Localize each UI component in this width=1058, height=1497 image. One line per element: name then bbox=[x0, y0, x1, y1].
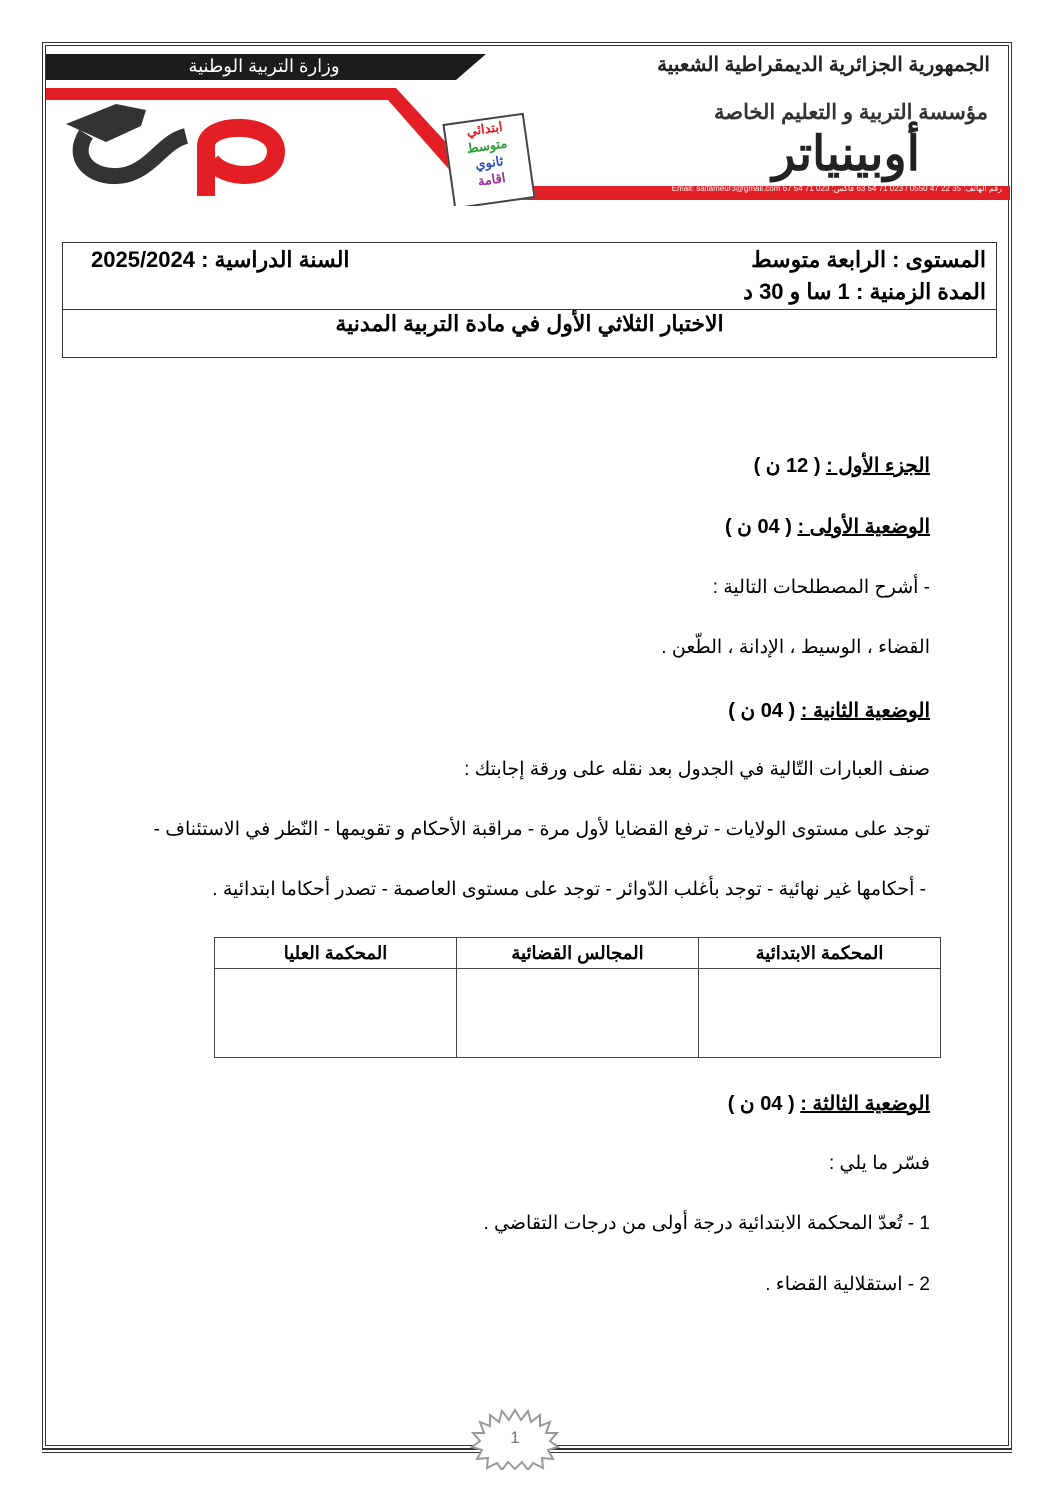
exam-info-box bbox=[62, 242, 997, 358]
contact-info: رقم الهاتف: 35 22 47 0550 / 023 71 54 63 فاكس: 023 71 54 67 Email: saitameur3@gmail.com bbox=[671, 184, 1002, 193]
duration-label: المدة الزمنية : 1 سا و 30 د bbox=[743, 279, 986, 304]
part1-title: الجزء الأول : bbox=[826, 455, 930, 477]
situation3-item-1: 1 - تُعدّ المحكمة الابتدائية درجة أولى من درجات التقاضي . bbox=[483, 1213, 930, 1234]
info-divider bbox=[63, 309, 996, 310]
table-answer-row bbox=[215, 969, 941, 1058]
brand-logo-text: أوبينياتر bbox=[772, 128, 920, 181]
logo-icon bbox=[66, 104, 276, 196]
col-supreme-court: المحكمة العليا bbox=[215, 938, 457, 969]
institution-name: مؤسسة التربية و التعليم الخاصة bbox=[713, 101, 988, 124]
situation1-title: الوضعية الأولى : bbox=[797, 516, 930, 538]
situation3-heading bbox=[728, 1091, 930, 1116]
situation1-terms: القضاء ، الوسيط ، الإدانة ، الطّعن . bbox=[661, 637, 930, 658]
header-banner bbox=[46, 46, 1010, 206]
school-levels-card bbox=[442, 113, 535, 206]
table-header-row bbox=[215, 938, 941, 969]
level-label: المستوى : الرابعة متوسط bbox=[751, 247, 986, 272]
level-middle: متوسط bbox=[465, 135, 509, 156]
answer-cell bbox=[699, 969, 941, 1058]
ministry-name: وزارة التربية الوطنية bbox=[188, 56, 340, 76]
situation1-instruction: - أشرح المصطلحات التالية : bbox=[712, 577, 930, 598]
situation3-instruction: فسّر ما يلي : bbox=[828, 1153, 930, 1174]
page-number-badge bbox=[470, 1406, 560, 1470]
situation1-points: ( 04 ن ) bbox=[724, 516, 792, 538]
classification-table bbox=[214, 937, 941, 1058]
school-year-label: السنة الدراسية : 2025/2024 bbox=[91, 247, 350, 272]
situation1-heading bbox=[725, 514, 930, 539]
answer-cell bbox=[215, 969, 457, 1058]
answer-cell bbox=[457, 969, 699, 1058]
col-first-instance-court: المحكمة الابتدائية bbox=[699, 938, 941, 969]
situation3-title: الوضعية الثالثة : bbox=[800, 1093, 930, 1115]
situation2-heading bbox=[728, 698, 930, 723]
situation2-statements-1: توجد على مستوى الولايات - ترفع القضايا لأول مرة - مراقبة الأحكام و تقويمها - النّظر في الاستئناف - bbox=[153, 819, 930, 840]
situation3-item-2: 2 - استقلالية القضاء . bbox=[765, 1274, 930, 1295]
level-secondary: ثانوي bbox=[474, 153, 505, 172]
situation2-title: الوضعية الثانية : bbox=[800, 700, 930, 722]
situation2-instruction: صنف العبارات التّالية في الجدول بعد نقله على ورقة إجابتك : bbox=[464, 759, 930, 780]
col-judicial-councils: المجالس القضائية bbox=[457, 938, 699, 969]
page-number: 1 bbox=[510, 1428, 520, 1447]
situation2-points: ( 04 ن ) bbox=[728, 700, 796, 722]
exam-title: الاختبار الثلاثي الأول في مادة التربية المدنية bbox=[335, 311, 724, 336]
level-primary: ابتدائي bbox=[465, 118, 504, 139]
part1-points: ( 12 ن ) bbox=[753, 455, 821, 477]
situation3-points: ( 04 ن ) bbox=[727, 1093, 795, 1115]
part1-heading bbox=[754, 453, 930, 478]
republic-name: الجمهورية الجزائرية الديمقراطية الشعبية bbox=[657, 54, 990, 76]
level-residence: اقامة bbox=[476, 169, 507, 189]
situation2-statements-2: - أحكامها غير نهائية - توجد بأغلب الدّوائر - توجد على مستوى العاصمة - تصدر أحكاما ابتدائية . bbox=[212, 879, 926, 900]
